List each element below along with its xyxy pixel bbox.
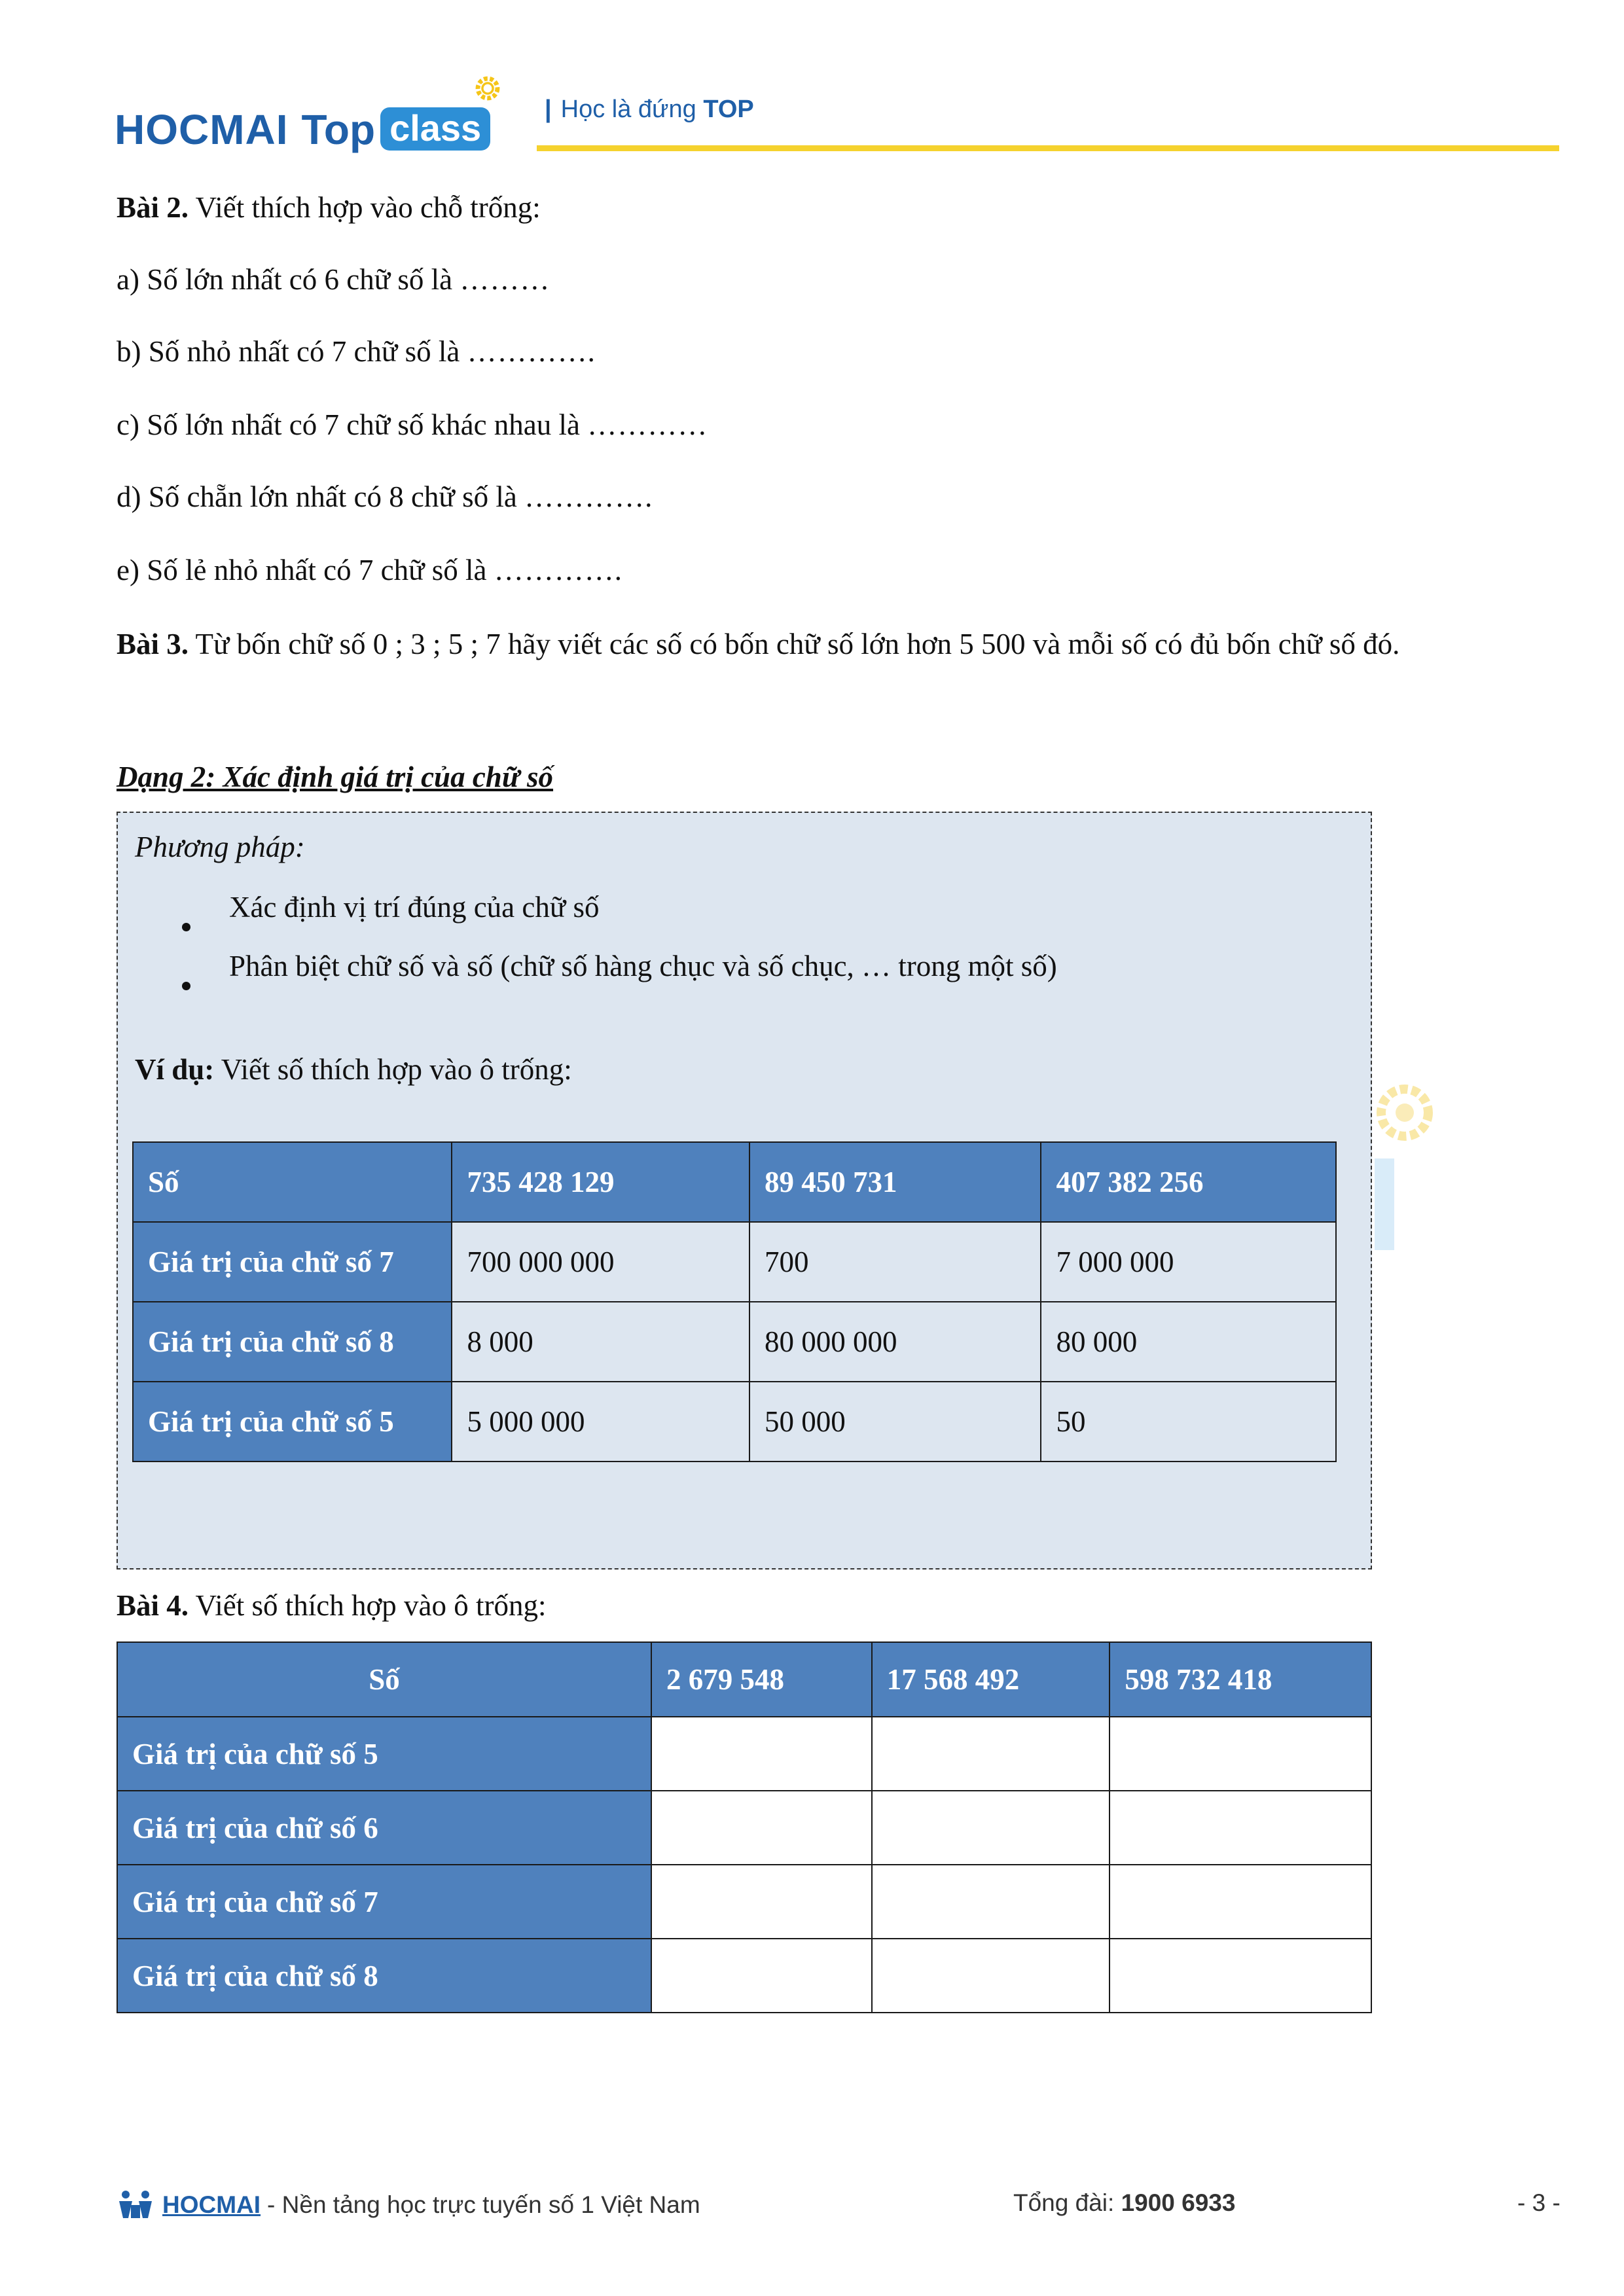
logo-hocmai-text: HOCMAI bbox=[115, 106, 289, 153]
table-header-row bbox=[117, 1642, 1371, 1717]
table-cell: 80 000 bbox=[1041, 1302, 1336, 1382]
page-number: - 3 - bbox=[1517, 2189, 1561, 2216]
table-row bbox=[117, 1717, 1371, 1791]
header-divider bbox=[537, 145, 1559, 151]
answer-cell[interactable] bbox=[651, 1791, 872, 1865]
logo-top-text: Top bbox=[301, 106, 376, 153]
example-line bbox=[135, 1052, 572, 1086]
logo-class-badge: class bbox=[380, 107, 490, 151]
bai2-item-b bbox=[117, 332, 596, 371]
answer-blank[interactable]: ………… bbox=[587, 408, 708, 441]
bai2-item-text: d) Số chẵn lớn nhất có 8 chữ số là bbox=[117, 480, 517, 513]
tagline-text: Học là đứng bbox=[560, 96, 696, 123]
footer-brand bbox=[117, 2189, 700, 2221]
table-header-cell: 89 450 731 bbox=[749, 1142, 1041, 1222]
row-label-cell: Giá trị của chữ số 8 bbox=[133, 1302, 452, 1382]
table-row bbox=[133, 1382, 1336, 1462]
section-heading: Dạng 2: Xác định giá trị của chữ số bbox=[117, 761, 554, 793]
footer-brand-link[interactable]: HOCMAI bbox=[162, 2191, 261, 2218]
table-row bbox=[133, 1302, 1336, 1382]
bai4-label: Bài 4. bbox=[117, 1589, 189, 1622]
table-cell: 700 000 000 bbox=[452, 1222, 749, 1302]
table-header-cell: Số bbox=[117, 1642, 651, 1717]
answer-blank[interactable]: …………. bbox=[494, 554, 623, 586]
row-label-cell: Giá trị của chữ số 7 bbox=[133, 1222, 452, 1302]
answer-cell[interactable] bbox=[651, 1865, 872, 1939]
example-label: Ví dụ: bbox=[135, 1053, 215, 1086]
hocmai-people-icon bbox=[117, 2189, 154, 2221]
table-cell: 7 000 000 bbox=[1041, 1222, 1336, 1302]
answer-cell[interactable] bbox=[872, 1717, 1110, 1791]
answer-cell[interactable] bbox=[872, 1791, 1110, 1865]
row-label-cell: Giá trị của chữ số 7 bbox=[117, 1865, 651, 1939]
footer-hotline bbox=[1013, 2189, 1235, 2217]
bai4-prompt: Viết số thích hợp vào ô trống: bbox=[195, 1589, 547, 1622]
table-header-cell: 17 568 492 bbox=[872, 1642, 1110, 1717]
exercise-table bbox=[117, 1641, 1372, 2013]
method-title: Phương pháp: bbox=[135, 831, 305, 863]
mascot-decoration-icon bbox=[1372, 1073, 1444, 1257]
tagline-separator: | bbox=[545, 96, 552, 123]
table-cell: 50 bbox=[1041, 1382, 1336, 1462]
bai2-item-e bbox=[117, 551, 623, 590]
header-tagline bbox=[545, 96, 754, 124]
table-row bbox=[133, 1222, 1336, 1302]
example-text: Viết số thích hợp vào ô trống: bbox=[221, 1053, 572, 1086]
table-row bbox=[117, 1865, 1371, 1939]
footer-slogan: - Nền tảng học trực tuyến số 1 Việt Nam bbox=[267, 2191, 700, 2218]
row-label-cell: Giá trị của chữ số 6 bbox=[117, 1791, 651, 1865]
answer-cell[interactable] bbox=[1110, 1939, 1371, 2013]
table-header-cell: 407 382 256 bbox=[1041, 1142, 1336, 1222]
bullet-dot-icon bbox=[182, 982, 190, 990]
bai2-item-text: a) Số lớn nhất có 6 chữ số là bbox=[117, 263, 453, 296]
hotline-number: 1900 6933 bbox=[1121, 2189, 1236, 2216]
tagline-top: TOP bbox=[703, 96, 754, 123]
brand-logo bbox=[115, 79, 490, 151]
table-header-row bbox=[133, 1142, 1336, 1222]
answer-cell[interactable] bbox=[651, 1939, 872, 2013]
bai4-title bbox=[117, 1587, 547, 1625]
bai3-paragraph bbox=[117, 615, 1517, 673]
answer-cell[interactable] bbox=[1110, 1791, 1371, 1865]
bai2-item-text: e) Số lẻ nhỏ nhất có 7 chữ số là bbox=[117, 554, 487, 586]
table-cell: 8 000 bbox=[452, 1302, 749, 1382]
answer-blank[interactable]: ……… bbox=[460, 263, 550, 296]
bai2-item-d bbox=[117, 478, 653, 516]
table-cell: 5 000 000 bbox=[452, 1382, 749, 1462]
bullet-text: Phân biệt chữ số và số (chữ số hàng chục và số chục, … trong một số) bbox=[229, 950, 1057, 982]
answer-cell[interactable] bbox=[872, 1939, 1110, 2013]
answer-cell[interactable] bbox=[651, 1717, 872, 1791]
answer-blank[interactable]: …………. bbox=[467, 335, 596, 368]
bai2-prompt: Viết thích hợp vào chỗ trống: bbox=[195, 191, 541, 224]
bai3-text: Từ bốn chữ số 0 ; 3 ; 5 ; 7 hãy viết các số có bốn chữ số lớn hơn 5 500 và mỗi số có đủ bốn chữ số đó. bbox=[195, 628, 1400, 660]
gear-icon bbox=[473, 73, 503, 103]
bai2-label: Bài 2. bbox=[117, 191, 189, 224]
answer-cell[interactable] bbox=[1110, 1717, 1371, 1791]
answer-cell[interactable] bbox=[872, 1865, 1110, 1939]
bai2-item-text: c) Số lớn nhất có 7 chữ số khác nhau là bbox=[117, 408, 581, 441]
table-cell: 50 000 bbox=[749, 1382, 1041, 1462]
bullet-text: Xác định vị trí đúng của chữ số bbox=[229, 891, 600, 924]
row-label-cell: Giá trị của chữ số 5 bbox=[117, 1717, 651, 1791]
bai2-title bbox=[117, 188, 541, 227]
table-row bbox=[117, 1791, 1371, 1865]
row-label-cell: Giá trị của chữ số 8 bbox=[117, 1939, 651, 2013]
bai2-item-a bbox=[117, 260, 550, 299]
bullet-dot-icon bbox=[182, 923, 190, 931]
table-cell: 80 000 000 bbox=[749, 1302, 1041, 1382]
table-header-cell: 598 732 418 bbox=[1110, 1642, 1371, 1717]
bai2-item-text: b) Số nhỏ nhất có 7 chữ số là bbox=[117, 335, 460, 368]
answer-cell[interactable] bbox=[1110, 1865, 1371, 1939]
table-cell: 700 bbox=[749, 1222, 1041, 1302]
table-row bbox=[117, 1939, 1371, 2013]
example-table bbox=[132, 1141, 1337, 1462]
table-header-cell: Số bbox=[133, 1142, 452, 1222]
hotline-label: Tổng đài: bbox=[1013, 2189, 1115, 2216]
row-label-cell: Giá trị của chữ số 5 bbox=[133, 1382, 452, 1462]
answer-blank[interactable]: …………. bbox=[524, 480, 653, 513]
bai3-label: Bài 3. bbox=[117, 628, 189, 660]
bai2-item-c bbox=[117, 406, 708, 444]
table-header-cell: 735 428 129 bbox=[452, 1142, 749, 1222]
table-header-cell: 2 679 548 bbox=[651, 1642, 872, 1717]
